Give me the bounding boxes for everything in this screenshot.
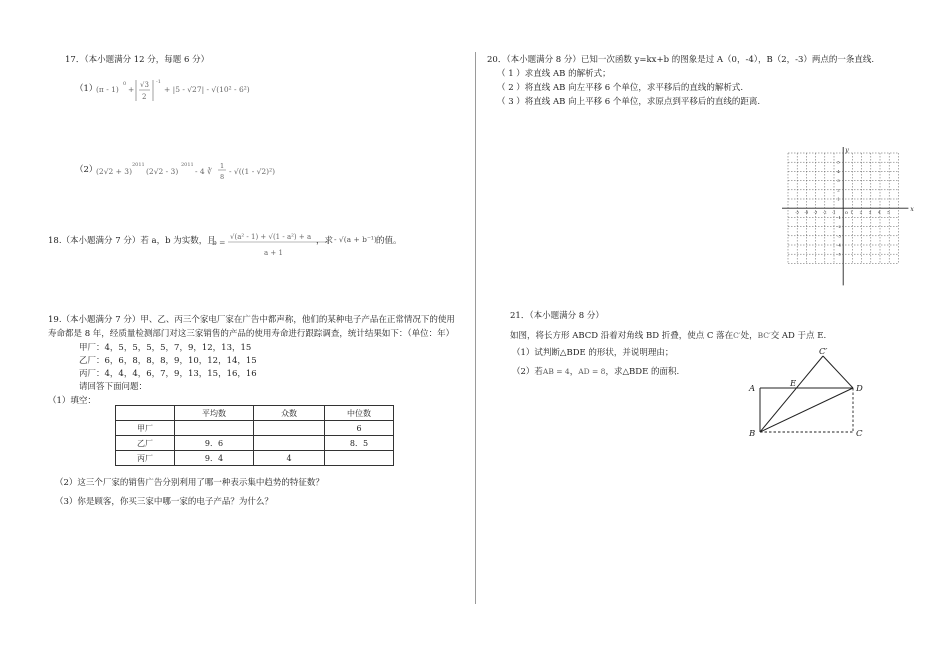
y-tick-label: 5 — [837, 159, 840, 165]
x-tick-label: -2 — [822, 209, 827, 215]
q19-line2: 寿命都是 8 年，经质量检测部门对这三家销售的产品的使用寿命进行跟踪调查，统计结果如下：（单位：年） — [48, 329, 455, 339]
q20-sub2: （ 2 ）将直线 AB 向左平移 6 个单位，求平移后的直线的解析式. — [497, 83, 744, 93]
label-B: B — [749, 429, 756, 439]
label-A: A — [749, 384, 756, 394]
table-row — [116, 436, 394, 451]
svg-text:(2√2 + 3): (2√2 + 3) — [96, 167, 132, 176]
q19-fill-label: （1）填空： — [48, 396, 96, 406]
table-cell: 甲厂 — [116, 421, 175, 436]
svg-text:(π - 1): (π - 1) — [96, 85, 119, 94]
x-tick-label: 3 — [868, 209, 872, 215]
svg-text:2: 2 — [142, 93, 147, 101]
svg-text:b =: b = — [212, 238, 226, 247]
statistics-table — [115, 405, 394, 466]
table-header-cell: 中位数 — [325, 406, 394, 421]
y-tick-label: 4 — [837, 168, 840, 174]
q21-sub2-part: ， — [569, 367, 579, 377]
q17-title: 17．（本小题满分 12 分，每题 6 分） — [65, 55, 210, 65]
svg-text:8: 8 — [220, 173, 225, 181]
y-tick-label: -2 — [837, 224, 841, 230]
q21-desc-part: 处， — [740, 331, 758, 341]
table-cell: 6 — [325, 421, 394, 436]
y-axis-label: y — [845, 147, 849, 154]
table-cell: 9．4 — [175, 451, 254, 466]
svg-text:+: + — [128, 85, 135, 94]
q17-part2-label: （2） — [75, 165, 98, 175]
svg-text:2011: 2011 — [132, 162, 145, 168]
q21-desc-bc1: BC′ — [757, 331, 771, 340]
q21-sub2-part: ，求△BDE 的面积. — [605, 367, 680, 377]
origin-label: O — [844, 210, 848, 216]
y-tick-label: 1 — [837, 196, 840, 202]
table-header-cell: 平均数 — [175, 406, 254, 421]
table-header-row — [116, 406, 394, 421]
x-axis-label: x — [910, 206, 914, 214]
y-tick-label: -5 — [837, 251, 841, 257]
x-tick-label: -5 — [795, 209, 799, 215]
svg-text:√3: √3 — [140, 81, 149, 89]
q19-data-jia: 甲厂：4，5，5，5，5，7，9，12，13，15 — [79, 343, 252, 353]
label-E: E — [790, 379, 797, 389]
table-header-cell — [116, 406, 175, 421]
table-cell — [325, 451, 394, 466]
q21-desc-part: 交 AD 于点 E. — [770, 331, 827, 341]
q19-question2: （2）这三个厂家的销售广告分别利用了哪一种表示集中趋势的特征数？ — [55, 478, 324, 488]
q17-part1-expression — [96, 76, 276, 106]
table-header-cell: 众数 — [254, 406, 325, 421]
q21-title: 21．（本小题满分 8 分） — [510, 311, 604, 321]
q19-question3: （3）你是顾客，你买三家中哪一家的电子产品？为什么？ — [55, 497, 273, 507]
svg-text:√(a² - 1) + √(1 - a²) + a: √(a² - 1) + √(1 - a²) + a — [230, 233, 312, 241]
q19-line1: 19.（本小题满分 7 分）甲、乙、丙三个家电厂家在广告中都声称，他们的某种电子产品在正常情况下的使用 — [48, 315, 455, 325]
q21-description — [510, 330, 826, 342]
table-cell — [175, 421, 254, 436]
x-tick-label: 5 — [887, 209, 890, 215]
q18-expression2: - √(a + b⁻¹) — [334, 235, 377, 244]
q21-sub2-part: （2）若 — [512, 367, 543, 377]
label-D: D — [856, 384, 863, 394]
q18-suffix: 的值。 — [376, 236, 402, 246]
y-tick-label: -3 — [837, 233, 841, 239]
q21-sub1: （1）试判断△BDE 的形状，并说明理由； — [512, 348, 674, 358]
svg-text:- √((1 - √2)²): - √((1 - √2)²) — [229, 167, 276, 176]
q20-sub1: （ 1 ）求直线 AB 的解析式； — [497, 69, 611, 79]
svg-text:2011: 2011 — [181, 162, 194, 168]
y-tick-label: -1 — [837, 214, 841, 220]
q17-part1-label: （1） — [75, 84, 98, 94]
table-cell — [254, 421, 325, 436]
x-tick-label: -4 — [804, 209, 809, 215]
y-tick-label: -4 — [837, 242, 841, 248]
table-row — [116, 421, 394, 436]
svg-text:a + 1: a + 1 — [264, 249, 283, 257]
table-cell: 4 — [254, 451, 325, 466]
q19-data-yi: 乙厂：6，6，8，8，8，9，10，12，14，15 — [79, 356, 257, 366]
table-cell — [254, 436, 325, 451]
table-cell: 丙厂 — [116, 451, 175, 466]
q21-sub2 — [512, 366, 679, 378]
q20-line1: 20．（本小题满分 8 分）已知一次函数 y=kx+b 的图象是过 A（0，-4），B（2，-3）两点的一条直线. — [487, 55, 875, 65]
coordinate-grid — [780, 145, 914, 290]
table-cell: 8．5 — [325, 436, 394, 451]
svg-text:(2√2 - 3): (2√2 - 3) — [146, 167, 179, 176]
q19-prompt: 请回答下面问题： — [79, 382, 148, 392]
column-divider — [475, 52, 476, 604]
svg-text:- 4 ∛: - 4 ∛ — [195, 167, 212, 176]
label-C: C — [856, 429, 863, 439]
svg-text:1: 1 — [220, 162, 225, 170]
q20-sub3: （ 3 ）将直线 AB 向上平移 6 个单位，求原点到平移后的直线的距离. — [497, 97, 761, 107]
q19-data-bing: 丙厂：4，4，4，6，7，9，13，15，16，16 — [79, 369, 257, 379]
x-tick-label: -3 — [813, 209, 818, 215]
svg-text:0: 0 — [123, 81, 127, 87]
label-C-prime: C′ — [819, 347, 828, 357]
table-cell: 乙厂 — [116, 436, 175, 451]
q18-middle: ，求 — [316, 236, 334, 246]
svg-text:+ |5 - √27| - √(10² - 6²): + |5 - √27| - √(10² - 6²) — [164, 85, 250, 94]
x-tick-label: -1 — [832, 209, 836, 215]
q21-ab-value: AB = 4 — [542, 367, 570, 376]
q17-part2-expression — [96, 158, 296, 186]
x-tick-label: 4 — [878, 209, 881, 215]
q21-desc-part: 如图，将长方形 ABCD 沿着对角线 BD 折叠，使点 C 落在 — [510, 331, 734, 341]
x-tick-label: 2 — [859, 209, 863, 215]
svg-text:-1: -1 — [156, 79, 161, 85]
y-tick-label: 2 — [837, 187, 840, 193]
y-tick-label: 3 — [837, 178, 840, 184]
x-tick-label: 1 — [850, 209, 853, 215]
table-row — [116, 451, 394, 466]
q18-formula — [212, 228, 332, 260]
q21-ad-value: AD = 8 — [578, 367, 606, 376]
rectangle-fold-figure — [745, 345, 870, 445]
table-cell: 9．6 — [175, 436, 254, 451]
q21-desc-c1: C′ — [733, 331, 741, 340]
q18-prefix: 18.（本小题满分 7 分）若 a，b 为实数，且 — [48, 236, 216, 246]
